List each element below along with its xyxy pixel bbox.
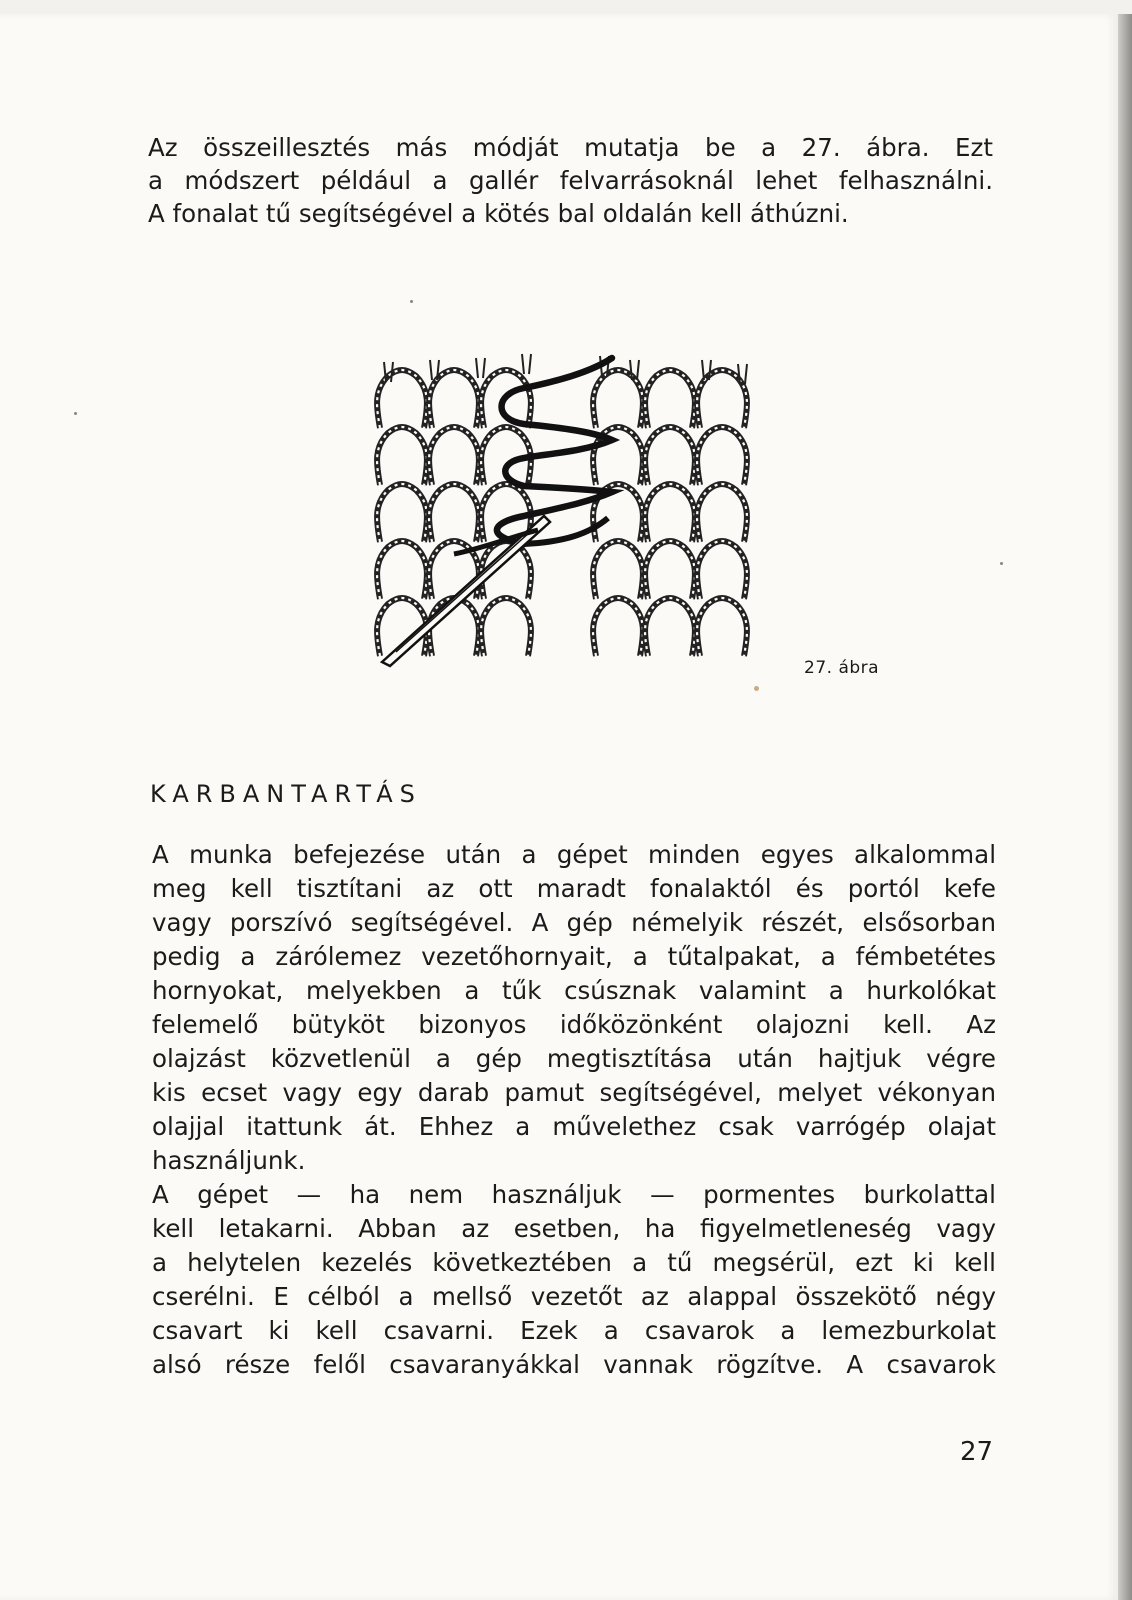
- body-line: A munka befejezése után a gépet minden egyes alkalommal: [152, 840, 996, 869]
- yarn-end: [430, 360, 439, 380]
- intro-line: a módszert például a gallér felvarrásoknál lehet felhasználni.: [148, 166, 993, 195]
- body-line: kis ecset vagy egy darab pamut segítségével, melyet vékonyan: [152, 1078, 996, 1107]
- body-line: hornyokat, melyekben a tűk csúsznak valamint a hurkolókat: [152, 976, 996, 1005]
- body-line: alsó része felől csavaranyákkal vannak rögzítve. A csavarok: [152, 1350, 996, 1379]
- body-line: felemelő bütyköt bizonyos időközönként olajozni kell. Az: [152, 1010, 996, 1039]
- body-line: olajzást közvetlenül a gép megtisztítása után hajtjuk végre: [152, 1044, 996, 1073]
- sewing-needle: [382, 516, 550, 666]
- body-line: pedig a zárólemez vezetőhornyait, a tűtalpakat, a fémbetétes: [152, 942, 996, 971]
- body-line: meg kell tisztítani az ott maradt fonalaktól és portól kefe: [152, 874, 996, 903]
- yarn-end: [522, 354, 531, 374]
- intro-line: A fonalat tű segítségével a kötés bal oldalán kell áthúzni.: [148, 199, 849, 228]
- body-line: A gépet — ha nem használjuk — pormentes burkolattal: [152, 1180, 996, 1209]
- print-speck: [410, 300, 413, 303]
- body-line: kell letakarni. Abban az esetben, ha figyelmetleneség vagy: [152, 1214, 996, 1243]
- intro-line: Az összeillesztés más módját mutatja be a 27. ábra. Ezt: [148, 133, 993, 162]
- body-line: a helytelen kezelés következtében a tű megsérül, ezt ki kell: [152, 1248, 996, 1277]
- body-line: cserélni. E célból a mellső vezetőt az alappal összekötő négy: [152, 1282, 996, 1311]
- section-heading: KARBANTARTÁS: [150, 780, 422, 808]
- yarn-end: [476, 358, 485, 378]
- page-number: 27: [960, 1437, 994, 1467]
- body-line: csavart ki kell csavarni. Ezek a csavarok a lemezburkolat: [152, 1316, 996, 1345]
- intro-paragraph: [148, 131, 993, 230]
- body-line: használjunk.: [152, 1146, 306, 1175]
- section-body: [152, 838, 996, 1382]
- print-speck: [74, 412, 77, 415]
- body-line: vagy porszívó segítségével. A gép némelyik részét, elsősorban: [152, 908, 996, 937]
- print-speck: [754, 686, 759, 691]
- knitting-seam-illustration: [374, 340, 764, 685]
- page-edge: [1118, 14, 1132, 1600]
- body-line: olajjal itattunk át. Ehhez a művelethez csak varrógép olajat: [152, 1112, 996, 1141]
- figure-caption: 27. ábra: [804, 658, 880, 678]
- print-speck: [1000, 562, 1003, 565]
